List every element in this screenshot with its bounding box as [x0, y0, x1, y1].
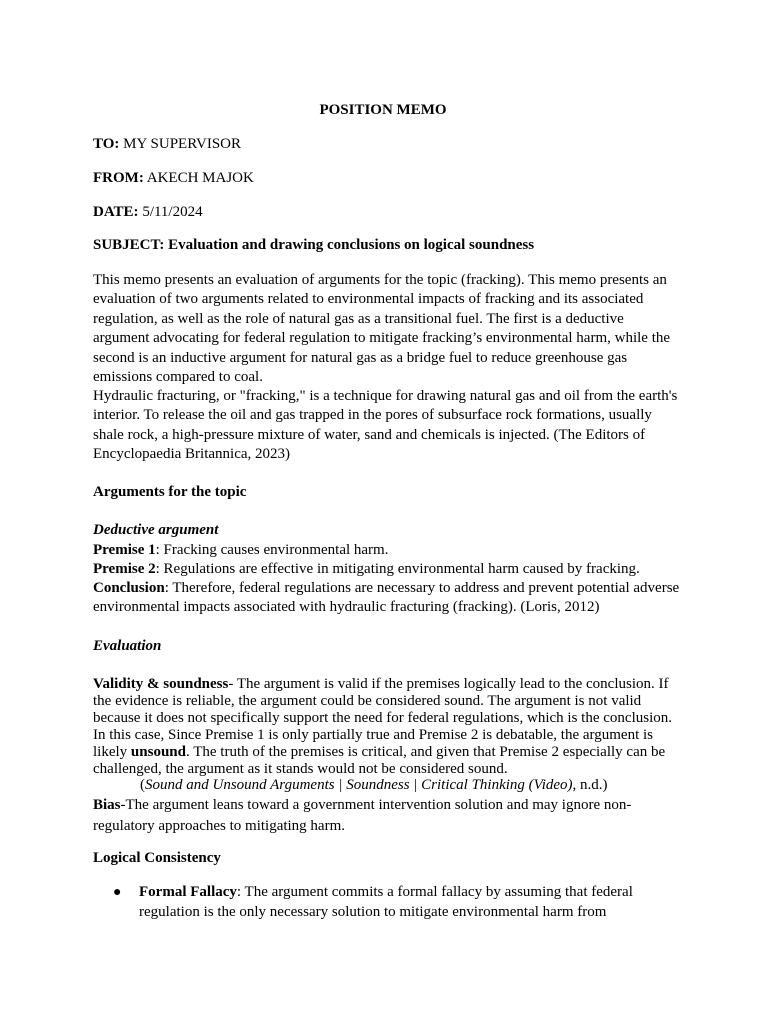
validity-label: Validity & soundness [93, 676, 229, 692]
date-label: DATE: [93, 204, 139, 220]
from-value: AKECH MAJOK [143, 170, 254, 186]
bias-text: -The argument leans toward a government intervention solution and may ignore non-regulatory approaches to mitigating harm. [93, 797, 632, 834]
formal-fallacy-body: : The argument commits a formal fallacy by assuming that federal regulation is the only necessary solution to mitigate environmental harm from [139, 884, 633, 920]
premise-2-label: Premise 2 [93, 561, 156, 577]
logical-consistency-heading: Logical Consistency [93, 850, 221, 866]
from-line [93, 169, 254, 188]
premise-2 [93, 560, 683, 579]
conclusion-label: Conclusion [93, 580, 165, 596]
premise-2-text: : Regulations are effective in mitigating environmental harm caused by fracking. [155, 561, 640, 577]
bullet-icon: ● [113, 885, 122, 900]
date-line [93, 203, 203, 222]
bias-paragraph [93, 795, 683, 837]
date-value: 5/11/2024 [138, 204, 203, 220]
citation [140, 777, 608, 794]
from-label: FROM: [93, 170, 144, 186]
validity-text-b: . The truth of the premises is critical, and given that Premise 2 especially can be challenged, the argument as it stands would not be considered sound. [93, 744, 666, 777]
to-line [93, 135, 241, 154]
citation-title: Sound and Unsound Arguments | Soundness | Critical Thinking (Video) [145, 777, 573, 793]
list-item [113, 883, 683, 922]
conclusion-text: : Therefore, federal regulations are necessary to address and prevent potential adverse environmental impacts associated with hydraulic fracturing (fracking). (Loris, 2012) [93, 580, 680, 615]
premise-1-text: : Fracking causes environmental harm. [155, 542, 389, 558]
validity-bold: unsound [130, 744, 186, 760]
validity-paragraph [93, 676, 683, 778]
fracking-definition-paragraph: Hydraulic fracturing, or "fracking," is a technique for drawing natural gas and oil from the earth's interior. To release the oil and gas trapped in the pores of subsurface rock formations, usually shale rock, a high-pressure mixture of water, sand and chemicals is injected. (The Editors of Encyclopaedia Britannica, 2023) [93, 388, 678, 463]
conclusion [93, 579, 683, 617]
premise-1-label: Premise 1 [93, 542, 156, 558]
bias-label: Bias [93, 797, 121, 813]
formal-fallacy-label: Formal Fallacy [139, 884, 237, 900]
to-label: TO: [93, 136, 120, 152]
citation-open: ( [140, 777, 145, 793]
deductive-heading: Deductive argument [93, 522, 219, 538]
subject-line: SUBJECT: Evaluation and drawing conclusions on logical soundness [93, 237, 535, 253]
to-value: MY SUPERVISOR [119, 136, 242, 152]
arguments-heading: Arguments for the topic [93, 484, 247, 500]
intro-paragraph: This memo presents an evaluation of arguments for the topic (fracking). This memo presents an evaluation of two arguments related to environmental impacts of fracking and its associated regulation, as well as the role of natural gas as a transitional fuel. The first is a deductive argument advocating for federal regulation to mitigate fracking’s environmental harm, while the second is an inductive argument for natural gas as a bridge fuel to reduce greenhouse gas emissions compared to coal. [93, 272, 671, 386]
validity-text-a: - The argument is valid if the premises logically lead to the conclusion. If the evidence is reliable, the argument could be considered sound. The argument is not valid because it does not specifically support the need for federal regulations, which is the conclusion. In this case, Since Premise 1 is only partially true and Premise 2 is debatable, the argument is likely [93, 676, 672, 760]
premise-1 [93, 541, 683, 560]
formal-fallacy-text [139, 883, 683, 922]
evaluation-heading: Evaluation [93, 638, 162, 654]
memo-title: POSITION MEMO [319, 102, 447, 118]
citation-close: , n.d.) [572, 777, 608, 793]
